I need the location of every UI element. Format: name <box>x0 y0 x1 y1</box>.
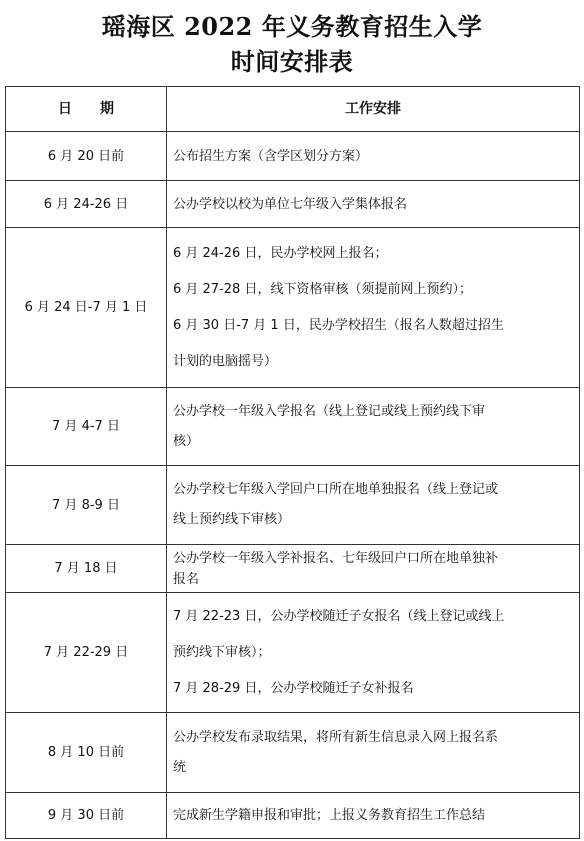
row-work <box>167 593 580 713</box>
row-date: 6 月 24 日-7 月 1 日 <box>6 228 167 388</box>
row-work <box>167 388 580 466</box>
row-work <box>167 466 580 545</box>
work-line: 7 月 22-23 日，公办学校随迁子女报名（线上登记或线上 <box>173 608 505 624</box>
work-line: 线上预约线下审核） <box>173 512 291 527</box>
work-line: 报名 <box>173 571 200 587</box>
work-line: 公办学校七年级入学回户口所在地单独报名（线上登记或 <box>173 482 499 497</box>
header-work: 工作安排 <box>167 87 580 132</box>
work-line: 6 月 24-26 日，民办学校网上报名； <box>173 245 388 261</box>
table-row <box>6 545 580 593</box>
work-line: 6 月 30 日-7 月 1 日，民办学校招生（报名人数超过招生 <box>173 317 504 333</box>
work-line: 公布招生方案（含学区划分方案） <box>173 148 369 164</box>
table-row <box>6 593 580 713</box>
work-line: 公办学校一年级入学报名（线上登记或线上预约线下审 <box>173 403 486 419</box>
row-date: 7 月 4-7 日 <box>6 388 167 466</box>
header-date: 日期 <box>6 87 167 132</box>
row-date: 7 月 22-29 日 <box>6 593 167 713</box>
row-date: 6 月 20 日前 <box>6 132 167 181</box>
table-row <box>6 228 580 388</box>
schedule-table <box>5 86 580 839</box>
row-date: 8 月 10 日前 <box>6 713 167 793</box>
work-line: 公办学校发布录取结果，将所有新生信息录入网上报名系 <box>173 729 499 745</box>
row-date: 9 月 30 日前 <box>6 793 167 839</box>
row-date: 7 月 18 日 <box>6 545 167 593</box>
table-header-row <box>6 87 580 132</box>
table-row <box>6 181 580 228</box>
table-row <box>6 132 580 181</box>
table-row <box>6 388 580 466</box>
row-work <box>167 228 580 388</box>
work-line: 6 月 27-28 日，线下资格审核（须提前网上预约）； <box>173 281 472 297</box>
work-line: 核） <box>173 433 200 449</box>
table-row <box>6 713 580 793</box>
table-row <box>6 793 580 839</box>
work-line: 公办学校一年级入学补报名、七年级回户口所在地单独补 <box>173 550 499 566</box>
work-line: 预约线下审核）； <box>173 644 271 660</box>
work-line: 统 <box>173 759 187 775</box>
row-work <box>167 713 580 793</box>
document-title: 瑶海区 2022 年义务教育招生入学 <box>101 12 483 41</box>
work-line: 完成新生学籍申报和审批；上报义务教育招生工作总结 <box>173 808 486 823</box>
row-work <box>167 132 580 181</box>
row-work <box>167 793 580 839</box>
work-line: 7 月 28-29 日，公办学校随迁子女补报名 <box>173 680 414 696</box>
row-work <box>167 181 580 228</box>
row-date: 7 月 8-9 日 <box>6 466 167 545</box>
work-line: 公办学校以校为单位七年级入学集体报名 <box>173 196 408 212</box>
row-work <box>167 545 580 593</box>
document-subtitle: 时间安排表 <box>230 47 354 76</box>
table-row <box>6 466 580 545</box>
row-date: 6 月 24-26 日 <box>6 181 167 228</box>
work-line: 计划的电脑摇号） <box>173 353 278 369</box>
